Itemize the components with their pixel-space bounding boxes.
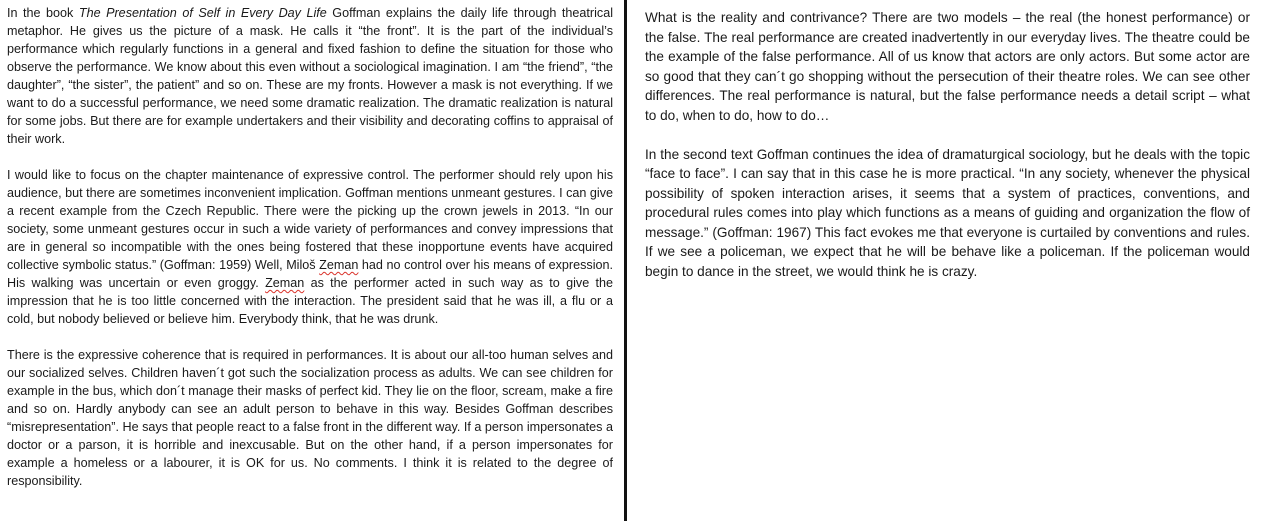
- paragraph-expressive-control: [7, 166, 613, 328]
- paragraph-expressive-coherence: [7, 346, 613, 490]
- spellcheck-word[interactable]: Zeman: [319, 258, 359, 272]
- left-column: [7, 4, 613, 490]
- text-run: There is the expressive coherence that is required in performances. It is about our all-too human selves and our socialized selves. Children haven´t got such the socialization process as adults. We can see children for example in the bus, which don´t manage their masks of perfect kid. They lie on the floor, scream, make a fire and so on. Hardly anybody can see an adult person to behave in this way. Besides Goffman describes “misrepresentation”. He says that people react to a false front in the different way. If a person impersonates a doctor or a parson, it is horrible and inexcusable. But on the other hand, if a person impersonates for example a homeless or a labourer, it is OK for us. No comments. I think it is related to the degree of responsibility.: [7, 348, 613, 488]
- text-run: What is the reality and contrivance? There are two models – the real (the honest performance) or the false. The real performance are created inadvertently in our everyday lives. The theatre could be the example of the false performance. All of us know that actors are only actors. But some actor are so good that they can´t go shopping without the persecution of their theatre roles. We can see other differences. The real performance is natural, but the false performance needs a detail script – what to do, when to do, how to do…: [645, 10, 1250, 123]
- paragraph-reality-contrivance: [645, 8, 1250, 125]
- text-run: Goffman explains the daily life through theatrical metaphor. He gives us the picture of a mask. He calls it “the front”. It is the part of the individual’s performance which regularly functions in a general and fixed fashion to define the situation for those who observe the performance. We know about this even without a sociological imagination. I am “the friend”, “the daughter”, “the sister”, the patient” and so on. These are my fronts. However a mask is not everything. If we want to do a successful performance, we need some dramatic realization. The dramatic realization is natural for some jobs. But there are for example undertakers and their visibility and decorating coffins to appraisal of their work.: [7, 6, 613, 146]
- right-column: [645, 8, 1250, 281]
- spellcheck-word[interactable]: Zeman: [265, 276, 305, 290]
- text-run: as the performer acted in such way as to give the impression that he is too little concerned with the interaction. The president said that he was ill, a flu or a cold, but nobody believed or believe him. Everybody think, that he was drunk.: [7, 276, 613, 326]
- text-run: In the second text Goffman continues the idea of dramaturgical sociology, but he deals with the topic “face to face”. I can say that in this case he is more practical. “In any society, whenever the physical possibility of spoken interaction arises, it seems that a system of practices, conventions, and procedural rules comes into play which functions as a means of guiding and organization the flow of message.” (Goffman: 1967) This fact evokes me that everyone is curtailed by conventions and rules. If we see a policeman, we expect that he will be behave like a policeman. If the policeman would begin to dance in the street, we would think he is crazy.: [645, 146, 1250, 279]
- column-divider: [624, 0, 627, 521]
- paragraph-face-to-face: [645, 145, 1250, 282]
- text-run: had no control over his means of expression. His walking was uncertain or even groggy.: [7, 258, 613, 290]
- text-run: In the book: [7, 6, 79, 20]
- paragraph-presentation-of-self: [7, 4, 613, 148]
- text-run: I would like to focus on the chapter maintenance of expressive control. The performer should rely upon his audience, but there are sometimes inconvenient implication. Goffman mentions unmeant gestures. I can give a recent example from the Czech Republic. There were the picking up the crown jewels in 2013. “In our society, some unmeant gestures occur in such a wide variety of performances and convey impressions that are in general so incompatible with the ones being fostered that these inopportune events have acquired collective symbolic status.” (Goffman: 1959) Well, Miloš: [7, 168, 614, 272]
- book-title: The Presentation of Self in Every Day Life: [78, 6, 327, 20]
